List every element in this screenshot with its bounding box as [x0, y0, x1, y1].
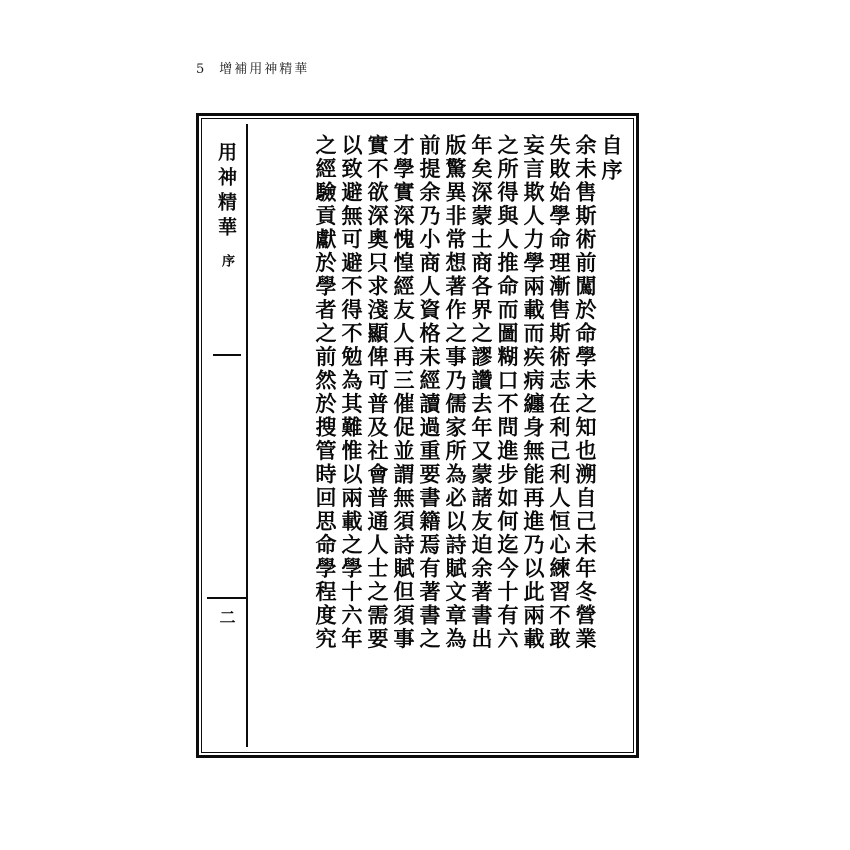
spine-divider [213, 354, 241, 356]
body-column: 余未售斯術前闖於命學未之知也溯自己未年冬營業 [573, 134, 598, 651]
spine-folio-box [207, 597, 246, 747]
body-column: 年矣深蒙士商各界之謬讚去年又蒙諸友迫余著書出 [469, 134, 494, 651]
spine-subtitle: 序 [219, 254, 234, 269]
page-folio-number: 5 [196, 62, 206, 77]
vertical-text-body [248, 124, 628, 747]
running-title: 增補用神精華 [219, 62, 310, 77]
body-column: 前提余乃小商人資格未經讀過重要書籍焉有著書之 [417, 134, 442, 651]
body-heading: 自序 [599, 134, 624, 184]
body-column: 妄言欺人力學兩載而疾病纏身無能再進乃以此兩載 [521, 134, 546, 651]
spine-title: 用神精華 [215, 142, 237, 242]
spine-column [207, 124, 248, 747]
body-column: 才學實深愧惶經友人再三催促並謂無須詩賦但須事 [391, 134, 416, 651]
body-column: 失敗始學命理漸售斯術志在利己利人恒心練習不敢 [547, 134, 572, 651]
page-header [196, 58, 309, 77]
body-column: 之所得與人推命而圖糊口不問進步如何迄今十有六 [495, 134, 520, 651]
body-column: 以致避無可避不得不勉為其難惟以兩載之學十六年 [339, 134, 364, 651]
body-column: 之經驗貢獻於學者之前然於搜管時回思命學程度究 [313, 134, 338, 651]
body-column: 版驚異非常想著作之事乃儒家所為必以詩賦文章為 [443, 134, 468, 651]
body-column: 實不欲深奧只求淺顯俾可普及社會普通人士之需要 [365, 134, 390, 651]
text-block-inner-rule [201, 118, 634, 753]
spine-folio-mark: 二 [217, 609, 236, 625]
text-block-frame [196, 113, 639, 758]
spine-top [207, 142, 246, 269]
